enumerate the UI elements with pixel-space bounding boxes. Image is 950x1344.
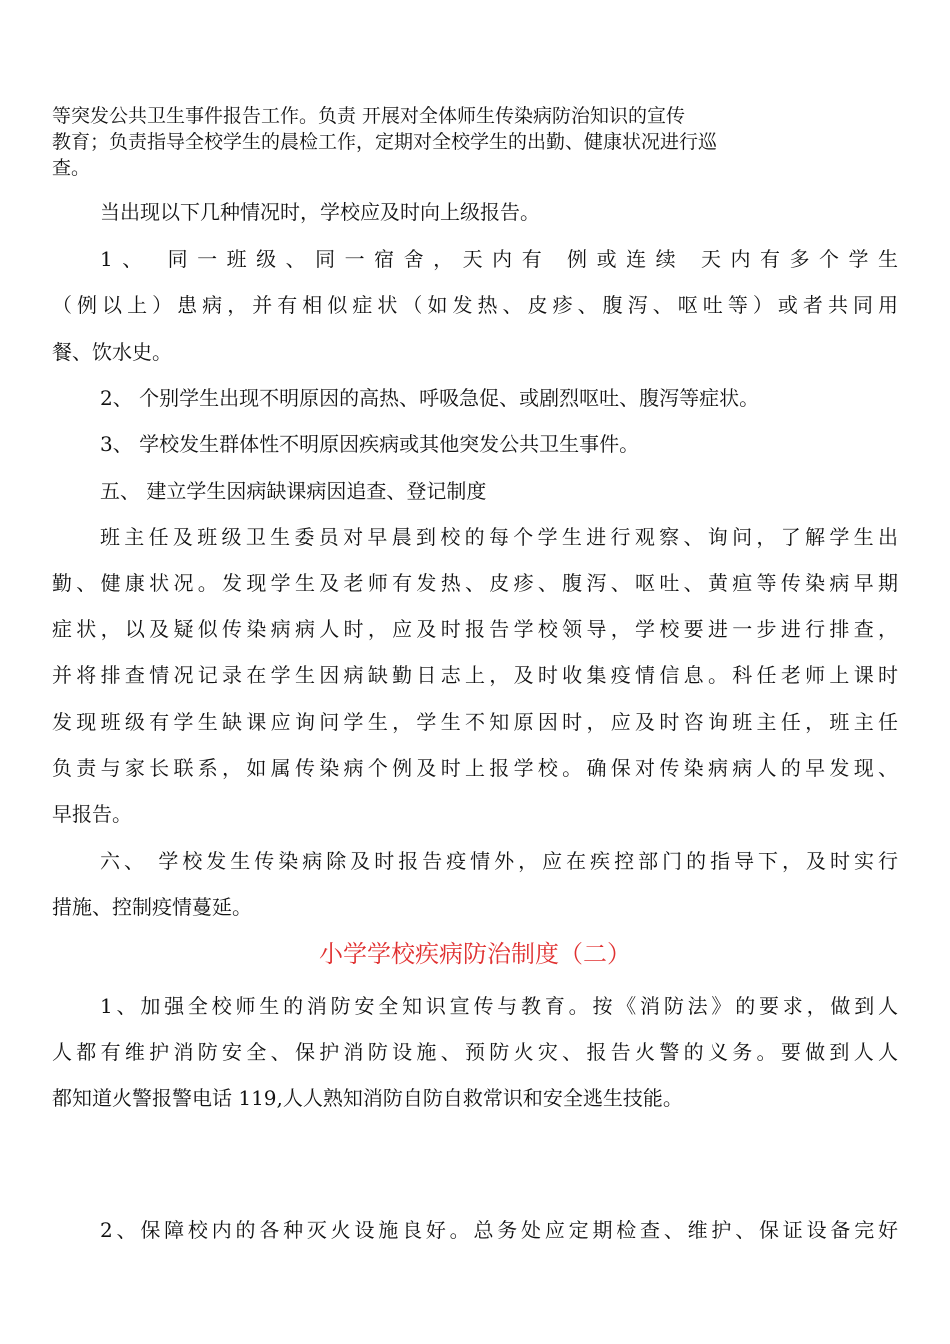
text-line: 2、 个别学生出现不明原因的高热、呼吸急促、或剧烈呕吐、腹泻等症状。 [100,386,760,410]
text-line: 2、保障校内的各种灭火设施良好。总务处应定期检查、维护、保证设备完好 [100,1218,898,1242]
text-line: 教育；负责指导全校学生的晨检工作，定期对全校学生的出勤、健康状况进行巡 [52,131,718,153]
text-line: （例以上）患病，并有相似症状（如发热、皮疹、腹泻、呕吐等）或者共同用 [52,293,898,317]
text-line: 六、 学校发生传染病除及时报告疫情外，应在疾控部门的指导下，及时实行 [100,849,898,873]
text-line: 发现班级有学生缺课应询问学生，学生不知原因时，应及时咨询班主任，班主任 [52,710,898,734]
text-line: 当出现以下几种情况时，学校应及时向上级报告。 [100,200,540,224]
text-line: 措施、控制疫情蔓延。 [52,895,252,919]
text-line: 症状，以及疑似传染病病人时，应及时报告学校领导，学校要进一步进行排查， [52,617,898,641]
text-line: 负责与家长联系，如属传染病个例及时上报学校。确保对传染病病人的早发现、 [52,756,898,780]
text-line: 餐、饮水史。 [52,340,172,364]
text-line: 班主任及班级卫生委员对早晨到校的每个学生进行观察、询问，了解学生出 [100,525,898,549]
text-line: 勤、健康状况。发现学生及老师有发热、皮疹、腹泻、呕吐、黄疸等传染病早期 [52,571,898,595]
text-line: 3、 学校发生群体性不明原因疾病或其他突发公共卫生事件。 [100,432,640,456]
text-line: 1、 同一班级、同一宿舍，天内有 例或连续 天内有多个学生 [100,247,898,271]
text-line: 查。 [52,157,91,179]
text-line: 人都有维护消防安全、保护消防设施、预防火灾、报告火警的义务。要做到人人 [52,1040,898,1064]
text-line: 早报告。 [52,802,132,826]
section-heading: 五、 建立学生因病缺课病因追查、登记制度 [100,479,487,503]
text-line: 1、加强全校师生的消防安全知识宣传与教育。按《消防法》的要求，做到人 [100,994,898,1018]
text-line: 都知道火警报警电话 119,人人熟知消防自防自救常识和安全逃生技能。 [52,1086,683,1110]
text-line: 并将排查情况记录在学生因病缺勤日志上，及时收集疫情信息。科任老师上课时 [52,663,898,687]
document-title: 小学学校疾病防治制度（二） [319,940,631,968]
text-line: 等突发公共卫生事件报告工作。负责 开展对全体师生传染病防治知识的宣传 [52,105,686,127]
